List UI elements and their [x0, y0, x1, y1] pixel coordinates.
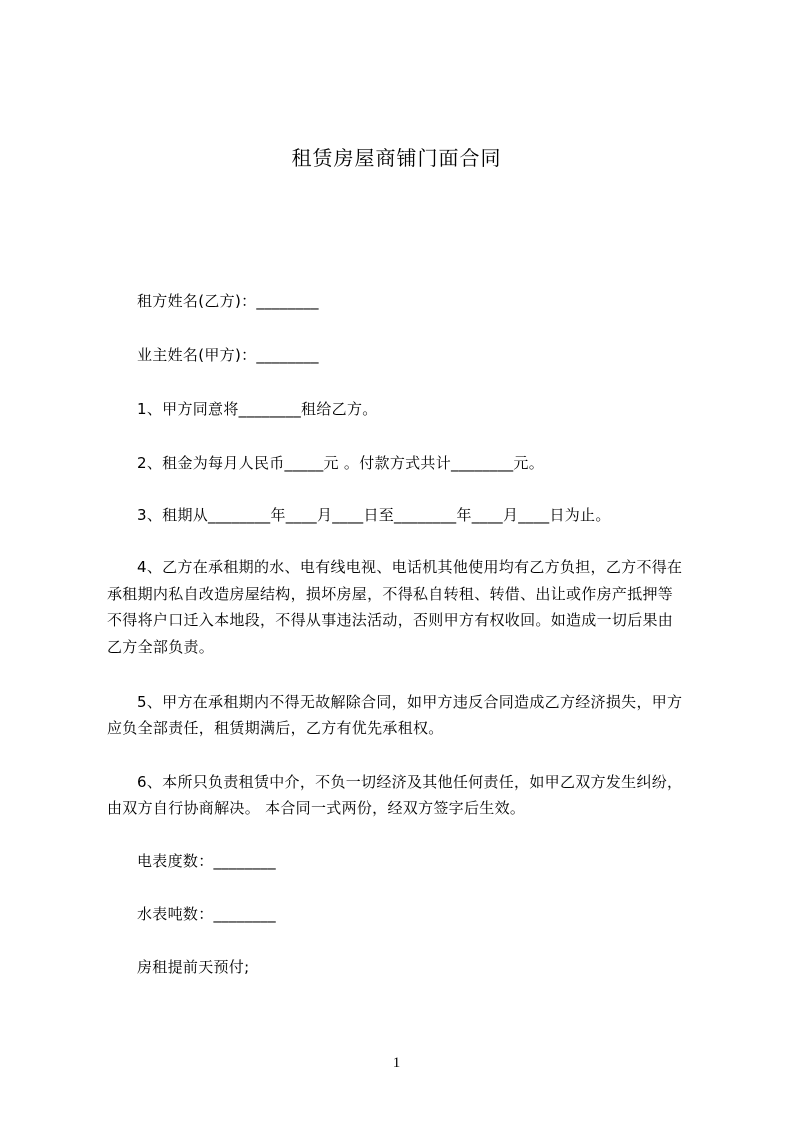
clause-4-line-4: 乙方全部负责。 — [107, 638, 215, 656]
page-number: 1 — [392, 1055, 401, 1071]
clause-4-line-3: 不得将户口迁入本地段，不得从事违法活动，否则甲方有权收回。如造成一切后果由 — [107, 611, 674, 629]
clause-1: 1、甲方同意将________租给乙方。 — [137, 400, 378, 418]
clause-4-line-2: 承租期内私自改造房屋结构，损坏房屋，不得私自转租、转借、出让或作房产抵押等 — [107, 585, 674, 603]
electric-meter-field: 电表度数：________ — [137, 852, 276, 870]
rent-prepay-note: 房租提前天预付; — [137, 958, 250, 976]
clause-4-line-1: 4、乙方在承租期的水、电有线电视、电话机其他使用均有乙方负担，乙方不得在 — [137, 558, 683, 576]
clause-6-line-2: 由双方自行协商解决。 本合同一式两份，经双方签字后生效。 — [107, 799, 526, 817]
clause-3: 3、租期从________年____月____日至________年____月____日为止。 — [137, 506, 611, 524]
tenant-name-field: 租方姓名(乙方)：________ — [137, 292, 319, 310]
clause-5-line-2: 应负全部责任，租赁期满后，乙方有优先承租权。 — [107, 719, 444, 737]
water-meter-field: 水表吨数：________ — [137, 905, 276, 923]
document-title: 租赁房屋商铺门面合同 — [291, 146, 502, 170]
owner-name-field: 业主姓名(甲方)：________ — [137, 346, 319, 364]
clause-5-line-1: 5、甲方在承租期内不得无故解除合同，如甲方违反合同造成乙方经济损失，甲方 — [137, 693, 683, 711]
clause-6-line-1: 6、本所只负责租赁中介，不负一切经济及其他任何责任，如甲乙双方发生纠纷， — [137, 773, 683, 791]
clause-2: 2、租金为每月人民币_____元 。付款方式共计________元。 — [137, 454, 545, 472]
